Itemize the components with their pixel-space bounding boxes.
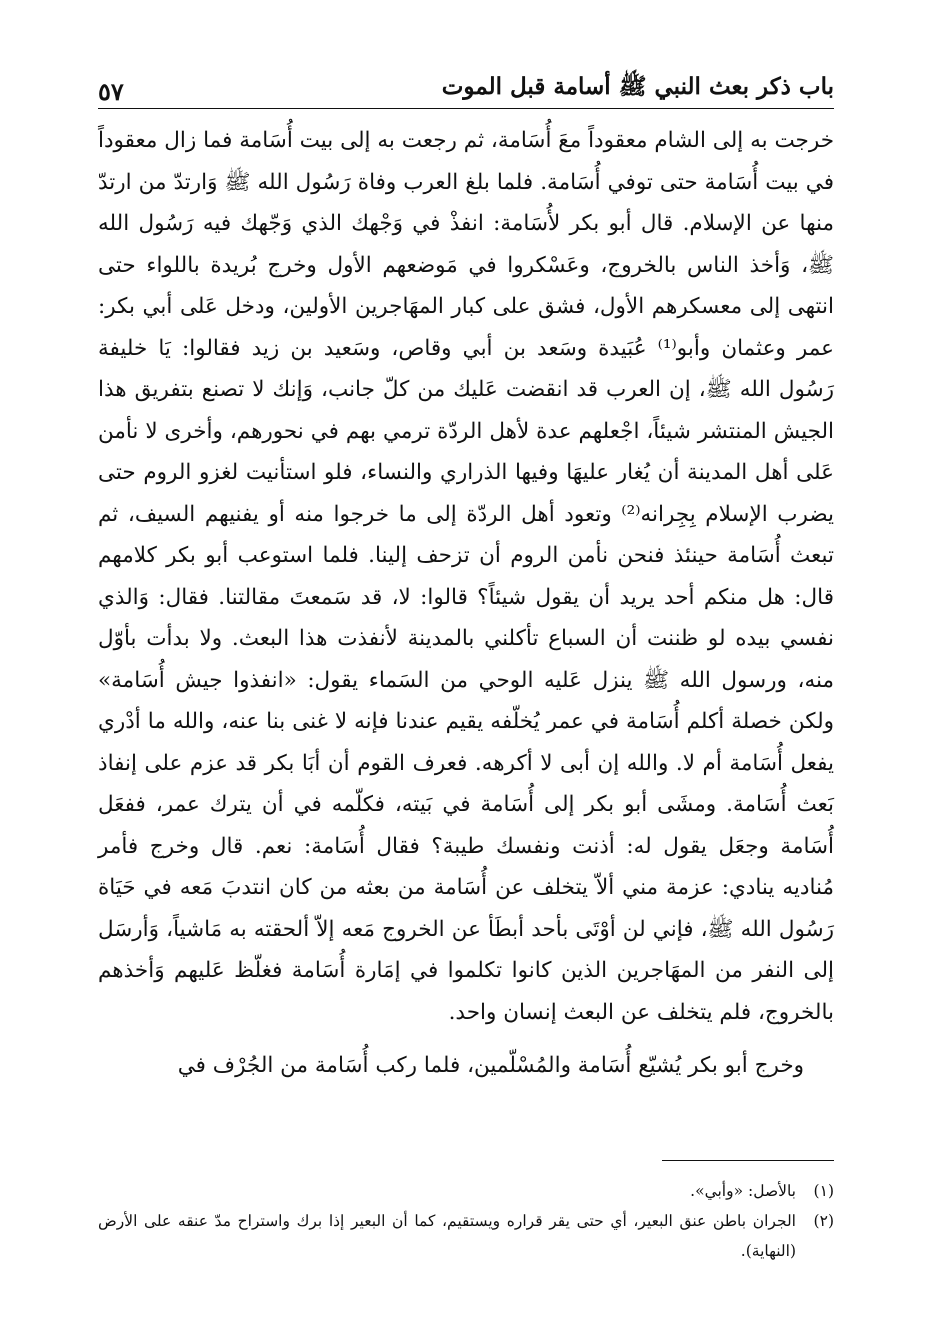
footnote-divider	[662, 1160, 834, 1161]
main-text	[98, 120, 834, 1087]
header-divider	[98, 108, 834, 109]
chapter-title: باب ذكر بعث النبي ﷺ أسامة قبل الموت	[441, 73, 834, 100]
footnote-number: (١)	[813, 1182, 834, 1200]
footnote-text: بالأصل: «وأبي».	[690, 1182, 796, 1200]
footnote-1	[98, 1176, 834, 1206]
footnotes	[98, 1176, 834, 1266]
running-header	[98, 62, 834, 106]
footnote-2	[98, 1206, 834, 1266]
paragraph-1: خرجت به إلى الشام معقوداً معَ أُسَامة، ثم رجعت به إلى بيت أُسَامة فما زال معقوداً في بيت أُسَامة حتى توفي أُسَامة. فلما بلغ العرب وفاة رَسُول الله ﷺ وَارتدّ من ارتدّ منها عن الإسلام. قال أبو بكر لأُسَامة: انفذْ في وَجْهك الذي وَجّهك فيه رَسُول الله ﷺ، وَأخذ الناس بالخروج، وعَسْكروا في مَوضعهم الأول وخرج بُريدة باللواء حتى انتهى إلى معسكرهم الأول، فشق على كبار المهَاجرين الأولين، ودخل عَلى أبي بكر: عمر وعثمان وأبو⁽¹⁾ عُبَيدة وسَعد بن أبي وقاص، وسَعيد بن زيد فقالوا: يَا خليفة رَسُول الله ﷺ، إن العرب قد انقضت عَليك من كلّ جانب، وَإنك لا تصنع بتفريق هذا الجيش المنتشر شيئاً، اجْعلهم عدة لأهل الردّة ترمي بهم في نحورهم، وأخرى لا نأمن عَلى أهل المدينة أن يُغار عليهَا وفيها الذراري والنساء، فلو استأنيت لغزو الروم حتى يضرب الإسلام بِجِرانه⁽²⁾ وتعود أهل الردّة إلى ما خرجوا منه أو يفنيهم السيف، ثم تبعث أُسَامة حينئذ فنحن نأمن الروم أن تزحف إلينا. فلما استوعب أبو بكر كلامهم قال: هل منكم أحد يريد أن يقول شيئاً؟ قالوا: لا، قد سَمعتَ مقالتنا. فقال: وَالذي نفسي بيده لو ظننت أن السباع تأكلني بالمدينة لأنفذت هذا البعث. ولا بدأت بأوّل منه، ورسول الله ﷺ ينزل عَليه الوحي من السَماء يقول: «انفذوا جيش أُسَامة» ولكن خصلة أكلم أُسَامة في عمر يُخلّفه يقيم عندنا فإنه لا غنى بنا عنه، والله ما أدْري يفعل أُسَامة أم لا. والله إن أبى لا أكرهه. فعرف القوم أن أبَا بكر قد عزم على إنفاذ بَعث أُسَامة. ومشَى أبو بكر إلى أُسَامة في بَيته، فكلّمه في أن يترك عمر، ففعَل أُسَامة وجعَل يقول له: أذنت ونفسك طيبة؟ فقال أُسَامة: نعم. قال وخرج فأمر مُناديه ينادي: عزمة مني ألاّ يتخلف عن أُسَامة من بعثه من كان انتدبَ مَعه في حَيَاة رَسُول الله ﷺ، فإني لن أوْتَى بأحد أبطَأ عن الخروج مَعه إلاّ ألحقته به مَاشياً، وَأرسَل إلى النفر من المهَاجرين الذين كانوا تكلموا في إمَارة أُسَامة فغلّظ عَليهم وَأخذهم بالخروج، فلم يتخلف عن البعث إنسان واحد.	[98, 128, 834, 1025]
page-number: ٥٧	[98, 77, 124, 106]
paragraph-2: وخرج أبو بكر يُشيّع أُسَامة والمُسْلّمين، فلما ركب أُسَامة من الجُرْف في	[177, 1053, 804, 1078]
footnote-text: الجران باطن عنق البعير، أي حتى يقر قراره ويستقيم، كما أن البعير إذا برك واستراح مدّ عنقه على الأرض (النهاية).	[98, 1212, 796, 1260]
footnote-number: (٢)	[813, 1212, 834, 1230]
